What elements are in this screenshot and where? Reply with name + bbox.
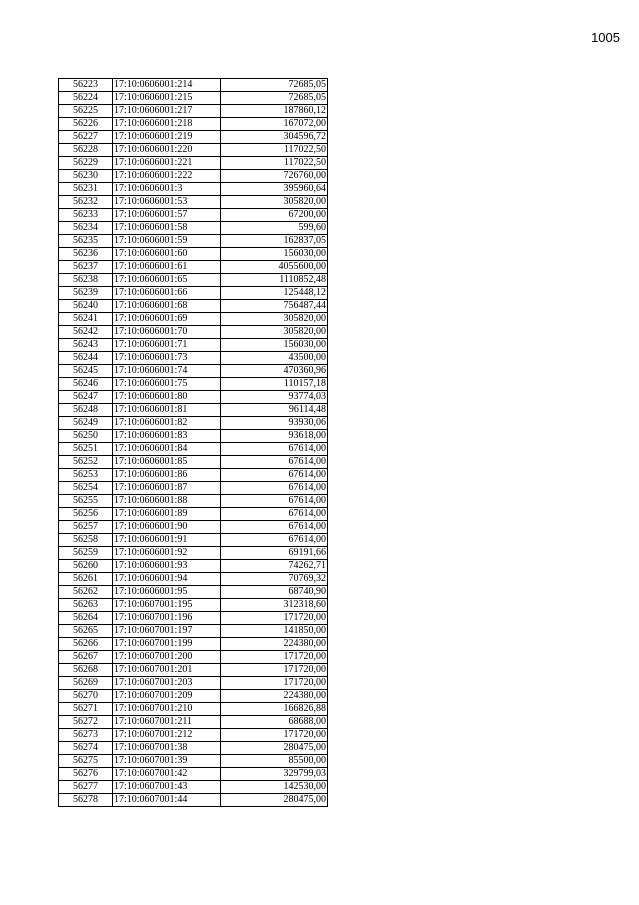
- cadastral-number-cell: 17:10:0607001:201: [113, 664, 221, 677]
- value-cell: 110157,18: [221, 378, 328, 391]
- row-id-cell: 56233: [59, 209, 113, 222]
- value-cell: 304596,72: [221, 131, 328, 144]
- table-row: [59, 378, 328, 391]
- row-id-cell: 56230: [59, 170, 113, 183]
- value-cell: 305820,00: [221, 196, 328, 209]
- cadastral-number-cell: 17:10:0606001:215: [113, 92, 221, 105]
- value-cell: 67614,00: [221, 443, 328, 456]
- cadastral-number-cell: 17:10:0606001:57: [113, 209, 221, 222]
- table-row: [59, 443, 328, 456]
- value-cell: 470360,96: [221, 365, 328, 378]
- row-id-cell: 56251: [59, 443, 113, 456]
- table-row: [59, 781, 328, 794]
- value-cell: 224380,00: [221, 638, 328, 651]
- table-row: [59, 170, 328, 183]
- row-id-cell: 56250: [59, 430, 113, 443]
- row-id-cell: 56223: [59, 79, 113, 92]
- table-row: [59, 287, 328, 300]
- cadastral-number-cell: 17:10:0606001:93: [113, 560, 221, 573]
- value-cell: 156030,00: [221, 248, 328, 261]
- row-id-cell: 56275: [59, 755, 113, 768]
- row-id-cell: 56263: [59, 599, 113, 612]
- table-row: [59, 391, 328, 404]
- table-row: [59, 495, 328, 508]
- cadastral-number-cell: 17:10:0606001:85: [113, 456, 221, 469]
- value-cell: 280475,00: [221, 794, 328, 807]
- value-cell: 171720,00: [221, 612, 328, 625]
- table-row: [59, 430, 328, 443]
- row-id-cell: 56256: [59, 508, 113, 521]
- row-id-cell: 56258: [59, 534, 113, 547]
- row-id-cell: 56248: [59, 404, 113, 417]
- value-cell: 67614,00: [221, 482, 328, 495]
- value-cell: 162837,05: [221, 235, 328, 248]
- table-row: [59, 612, 328, 625]
- value-cell: 93774,03: [221, 391, 328, 404]
- row-id-cell: 56232: [59, 196, 113, 209]
- table-row: [59, 196, 328, 209]
- row-id-cell: 56246: [59, 378, 113, 391]
- table-row: [59, 313, 328, 326]
- cadastral-number-cell: 17:10:0607001:209: [113, 690, 221, 703]
- cadastral-number-cell: 17:10:0607001:195: [113, 599, 221, 612]
- data-table: [58, 78, 328, 807]
- row-id-cell: 56270: [59, 690, 113, 703]
- row-id-cell: 56228: [59, 144, 113, 157]
- value-cell: 70769,32: [221, 573, 328, 586]
- cadastral-number-cell: 17:10:0606001:95: [113, 586, 221, 599]
- table-row: [59, 742, 328, 755]
- value-cell: 43500,00: [221, 352, 328, 365]
- cadastral-number-cell: 17:10:0606001:70: [113, 326, 221, 339]
- cadastral-number-cell: 17:10:0606001:75: [113, 378, 221, 391]
- value-cell: 117022,50: [221, 157, 328, 170]
- row-id-cell: 56249: [59, 417, 113, 430]
- table-row: [59, 651, 328, 664]
- row-id-cell: 56269: [59, 677, 113, 690]
- row-id-cell: 56242: [59, 326, 113, 339]
- table-row: [59, 677, 328, 690]
- table-row: [59, 625, 328, 638]
- row-id-cell: 56234: [59, 222, 113, 235]
- cadastral-number-cell: 17:10:0606001:92: [113, 547, 221, 560]
- cadastral-number-cell: 17:10:0606001:220: [113, 144, 221, 157]
- table-row: [59, 768, 328, 781]
- cadastral-number-cell: 17:10:0607001:212: [113, 729, 221, 742]
- row-id-cell: 56237: [59, 261, 113, 274]
- row-id-cell: 56235: [59, 235, 113, 248]
- value-cell: 67200,00: [221, 209, 328, 222]
- value-cell: 93930,06: [221, 417, 328, 430]
- cadastral-number-cell: 17:10:0606001:221: [113, 157, 221, 170]
- cadastral-number-cell: 17:10:0607001:39: [113, 755, 221, 768]
- cadastral-number-cell: 17:10:0606001:53: [113, 196, 221, 209]
- table-row: [59, 560, 328, 573]
- value-cell: 85500,00: [221, 755, 328, 768]
- value-cell: 4055600,00: [221, 261, 328, 274]
- row-id-cell: 56262: [59, 586, 113, 599]
- value-cell: 74262,71: [221, 560, 328, 573]
- row-id-cell: 56240: [59, 300, 113, 313]
- cadastral-number-cell: 17:10:0606001:66: [113, 287, 221, 300]
- table-row: [59, 755, 328, 768]
- cadastral-number-cell: 17:10:0606001:90: [113, 521, 221, 534]
- value-cell: 187860,12: [221, 105, 328, 118]
- value-cell: 726760,00: [221, 170, 328, 183]
- cadastral-number-cell: 17:10:0606001:91: [113, 534, 221, 547]
- table-row: [59, 118, 328, 131]
- value-cell: 167072,00: [221, 118, 328, 131]
- value-cell: 67614,00: [221, 521, 328, 534]
- value-cell: 72685,05: [221, 79, 328, 92]
- cadastral-number-cell: 17:10:0606001:86: [113, 469, 221, 482]
- row-id-cell: 56276: [59, 768, 113, 781]
- cadastral-number-cell: 17:10:0607001:38: [113, 742, 221, 755]
- table-row: [59, 690, 328, 703]
- value-cell: 224380,00: [221, 690, 328, 703]
- table-row: [59, 92, 328, 105]
- cadastral-number-cell: 17:10:0606001:217: [113, 105, 221, 118]
- cadastral-number-cell: 17:10:0606001:214: [113, 79, 221, 92]
- row-id-cell: 56260: [59, 560, 113, 573]
- value-cell: 166826,88: [221, 703, 328, 716]
- table-row: [59, 703, 328, 716]
- row-id-cell: 56253: [59, 469, 113, 482]
- value-cell: 312318,60: [221, 599, 328, 612]
- cadastral-number-cell: 17:10:0606001:73: [113, 352, 221, 365]
- cadastral-number-cell: 17:10:0606001:58: [113, 222, 221, 235]
- value-cell: 67614,00: [221, 508, 328, 521]
- row-id-cell: 56271: [59, 703, 113, 716]
- row-id-cell: 56265: [59, 625, 113, 638]
- value-cell: 68740,90: [221, 586, 328, 599]
- cadastral-number-cell: 17:10:0607001:43: [113, 781, 221, 794]
- table-row: [59, 365, 328, 378]
- table-row: [59, 586, 328, 599]
- cadastral-number-cell: 17:10:0606001:87: [113, 482, 221, 495]
- table-row: [59, 131, 328, 144]
- row-id-cell: 56277: [59, 781, 113, 794]
- table-row: [59, 79, 328, 92]
- row-id-cell: 56274: [59, 742, 113, 755]
- table-row: [59, 105, 328, 118]
- table-row: [59, 326, 328, 339]
- table-row: [59, 729, 328, 742]
- table-row: [59, 157, 328, 170]
- value-cell: 93618,00: [221, 430, 328, 443]
- row-id-cell: 56225: [59, 105, 113, 118]
- cadastral-number-cell: 17:10:0607001:197: [113, 625, 221, 638]
- table-row: [59, 599, 328, 612]
- row-id-cell: 56226: [59, 118, 113, 131]
- row-id-cell: 56247: [59, 391, 113, 404]
- value-cell: 117022,50: [221, 144, 328, 157]
- cadastral-number-cell: 17:10:0606001:82: [113, 417, 221, 430]
- cadastral-number-cell: 17:10:0606001:219: [113, 131, 221, 144]
- cadastral-number-cell: 17:10:0606001:74: [113, 365, 221, 378]
- table-row: [59, 638, 328, 651]
- cadastral-number-cell: 17:10:0607001:200: [113, 651, 221, 664]
- row-id-cell: 56239: [59, 287, 113, 300]
- row-id-cell: 56224: [59, 92, 113, 105]
- table-row: [59, 300, 328, 313]
- table-row: [59, 547, 328, 560]
- row-id-cell: 56245: [59, 365, 113, 378]
- cadastral-number-cell: 17:10:0606001:94: [113, 573, 221, 586]
- value-cell: 280475,00: [221, 742, 328, 755]
- cadastral-number-cell: 17:10:0606001:65: [113, 274, 221, 287]
- row-id-cell: 56255: [59, 495, 113, 508]
- table-row: [59, 274, 328, 287]
- row-id-cell: 56264: [59, 612, 113, 625]
- table-row: [59, 664, 328, 677]
- cadastral-number-cell: 17:10:0606001:218: [113, 118, 221, 131]
- table-body: [59, 79, 328, 807]
- value-cell: 171720,00: [221, 664, 328, 677]
- value-cell: 67614,00: [221, 495, 328, 508]
- row-id-cell: 56267: [59, 651, 113, 664]
- value-cell: 305820,00: [221, 313, 328, 326]
- value-cell: 67614,00: [221, 456, 328, 469]
- value-cell: 171720,00: [221, 651, 328, 664]
- table-row: [59, 144, 328, 157]
- row-id-cell: 56257: [59, 521, 113, 534]
- table-row: [59, 716, 328, 729]
- row-id-cell: 56229: [59, 157, 113, 170]
- value-cell: 69191,66: [221, 547, 328, 560]
- cadastral-number-cell: 17:10:0606001:59: [113, 235, 221, 248]
- cadastral-number-cell: 17:10:0606001:61: [113, 261, 221, 274]
- table-row: [59, 794, 328, 807]
- row-id-cell: 56261: [59, 573, 113, 586]
- table-row: [59, 417, 328, 430]
- row-id-cell: 56278: [59, 794, 113, 807]
- value-cell: 125448,12: [221, 287, 328, 300]
- table-row: [59, 339, 328, 352]
- cadastral-number-cell: 17:10:0606001:69: [113, 313, 221, 326]
- table-row: [59, 508, 328, 521]
- table-row: [59, 261, 328, 274]
- row-id-cell: 56238: [59, 274, 113, 287]
- table-row: [59, 222, 328, 235]
- row-id-cell: 56227: [59, 131, 113, 144]
- value-cell: 67614,00: [221, 469, 328, 482]
- row-id-cell: 56241: [59, 313, 113, 326]
- cadastral-number-cell: 17:10:0606001:84: [113, 443, 221, 456]
- table-row: [59, 456, 328, 469]
- cadastral-number-cell: 17:10:0607001:196: [113, 612, 221, 625]
- cadastral-number-cell: 17:10:0607001:44: [113, 794, 221, 807]
- table-row: [59, 404, 328, 417]
- value-cell: 67614,00: [221, 534, 328, 547]
- value-cell: 72685,05: [221, 92, 328, 105]
- value-cell: 171720,00: [221, 677, 328, 690]
- row-id-cell: 56243: [59, 339, 113, 352]
- cadastral-number-cell: 17:10:0606001:81: [113, 404, 221, 417]
- row-id-cell: 56273: [59, 729, 113, 742]
- cadastral-number-cell: 17:10:0606001:60: [113, 248, 221, 261]
- cadastral-number-cell: 17:10:0606001:3: [113, 183, 221, 196]
- cadastral-number-cell: 17:10:0607001:210: [113, 703, 221, 716]
- cadastral-number-cell: 17:10:0606001:68: [113, 300, 221, 313]
- row-id-cell: 56259: [59, 547, 113, 560]
- value-cell: 305820,00: [221, 326, 328, 339]
- value-cell: 68688,00: [221, 716, 328, 729]
- cadastral-number-cell: 17:10:0607001:211: [113, 716, 221, 729]
- table-row: [59, 183, 328, 196]
- cadastral-number-cell: 17:10:0606001:80: [113, 391, 221, 404]
- cadastral-number-cell: 17:10:0606001:83: [113, 430, 221, 443]
- cadastral-number-cell: 17:10:0607001:203: [113, 677, 221, 690]
- value-cell: 395960,64: [221, 183, 328, 196]
- table-row: [59, 482, 328, 495]
- value-cell: 756487,44: [221, 300, 328, 313]
- table-row: [59, 534, 328, 547]
- row-id-cell: 56254: [59, 482, 113, 495]
- cadastral-number-cell: 17:10:0607001:199: [113, 638, 221, 651]
- row-id-cell: 56268: [59, 664, 113, 677]
- table-row: [59, 248, 328, 261]
- cadastral-number-cell: 17:10:0606001:222: [113, 170, 221, 183]
- table-row: [59, 352, 328, 365]
- table-row: [59, 235, 328, 248]
- cadastral-number-cell: 17:10:0606001:88: [113, 495, 221, 508]
- table-row: [59, 469, 328, 482]
- cadastral-number-cell: 17:10:0607001:42: [113, 768, 221, 781]
- page-number: 1005: [591, 30, 620, 45]
- row-id-cell: 56266: [59, 638, 113, 651]
- value-cell: 142530,00: [221, 781, 328, 794]
- value-cell: 156030,00: [221, 339, 328, 352]
- row-id-cell: 56244: [59, 352, 113, 365]
- table-row: [59, 209, 328, 222]
- cadastral-number-cell: 17:10:0606001:71: [113, 339, 221, 352]
- value-cell: 599,60: [221, 222, 328, 235]
- value-cell: 96114,48: [221, 404, 328, 417]
- value-cell: 329799,03: [221, 768, 328, 781]
- row-id-cell: 56236: [59, 248, 113, 261]
- cadastral-number-cell: 17:10:0606001:89: [113, 508, 221, 521]
- table-row: [59, 573, 328, 586]
- row-id-cell: 56231: [59, 183, 113, 196]
- row-id-cell: 56252: [59, 456, 113, 469]
- row-id-cell: 56272: [59, 716, 113, 729]
- table-row: [59, 521, 328, 534]
- value-cell: 1110852,48: [221, 274, 328, 287]
- value-cell: 141850,00: [221, 625, 328, 638]
- value-cell: 171720,00: [221, 729, 328, 742]
